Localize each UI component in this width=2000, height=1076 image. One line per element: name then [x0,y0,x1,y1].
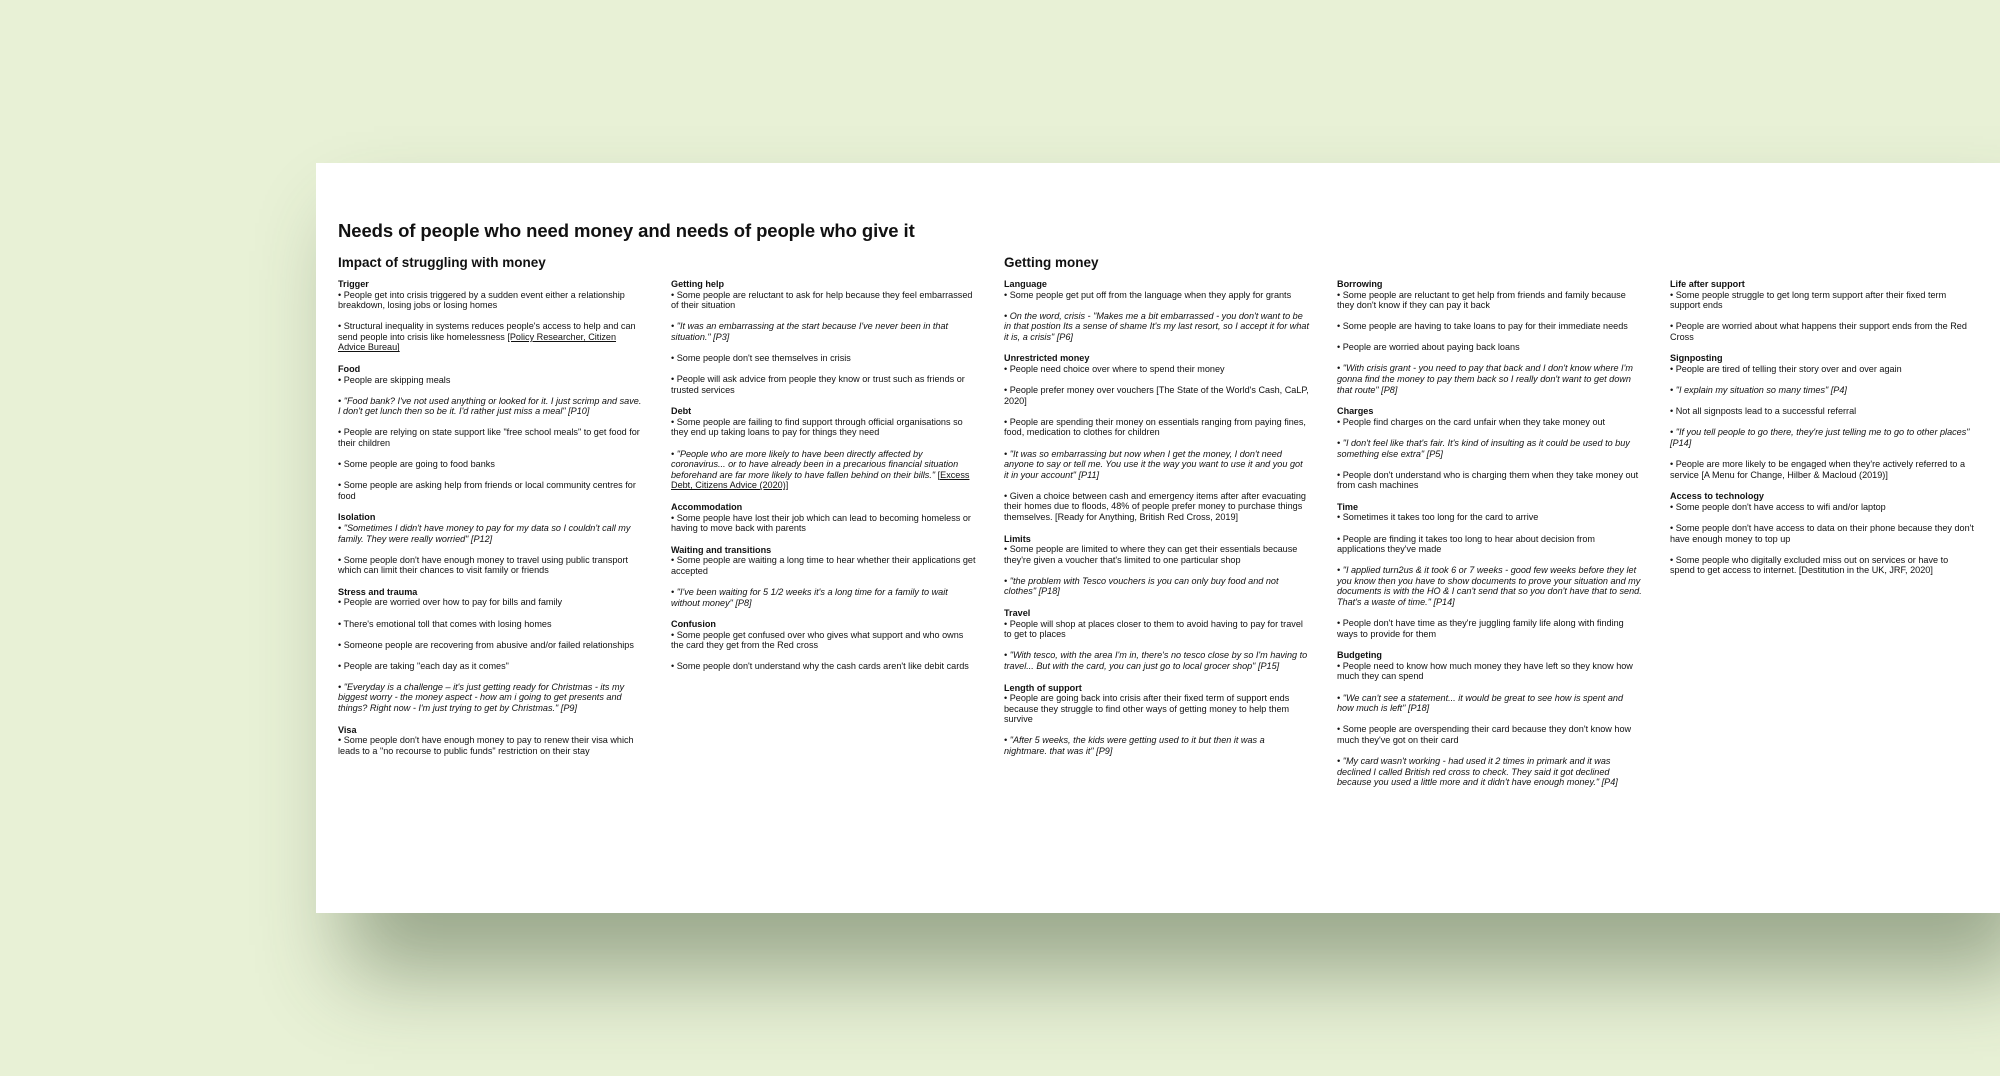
bullet-text: • People get into crisis triggered by a sudden event either a relationship breakdown, losing jobs or losing homes [338,289,625,311]
topic-group [1004,534,1309,597]
bullet-item [671,321,976,342]
bullet-text: • People are worried over how to pay for bills and family [338,597,563,608]
bullet-text: • Not all signposts lead to a successful referral [1670,406,1857,417]
bullet-item [338,640,643,651]
bullet-item [1670,321,1975,342]
topic-heading: Visa [338,724,357,735]
bullet-item [1004,491,1309,523]
topic-heading: Limits [1004,533,1031,544]
topic-heading: Life after support [1670,279,1745,289]
bullet-item [671,661,976,672]
bullet-item [1337,512,1642,523]
topic-group [671,619,976,672]
bullet-item [671,417,976,438]
bullet-text: • Some people have lost their job which can lead to becoming homeless or having to move back with parents [671,512,971,534]
bullet-text: • Some people don't have enough money to pay to renew their visa which leads to a "no recourse to public funds" restriction on their stay [338,735,634,756]
bullet-text: • People are skipping meals [338,374,451,385]
bullet-text: • Some people are waiting a long time to hear whether their applications get accepted [671,555,976,576]
topic-heading: Access to technology [1670,491,1764,502]
bullet-text: • "It was an embarrassing at the start because I've never been in that situation." [P3] [671,321,949,342]
bullet-item [1670,427,1975,448]
topic-group [671,279,976,395]
bullet-item [1337,724,1642,745]
bullet-item [338,480,643,501]
bullet-item [338,396,643,417]
bullet-item [1670,459,1975,480]
bullet-item [338,427,643,448]
column-5 [1670,279,1975,587]
bullet-text: • "Everyday is a challenge – it's just getting ready for Christmas - its my biggest worry - the money aspect - how am i going to get presents and things? Right now - I'm just trying to get by Christmas." [P9] [338,681,625,714]
bullet-item [671,290,976,311]
bullet-text: • People are going back into crisis after their fixed term of support ends because they struggle to find other ways of getting money to help them survive [1004,693,1290,725]
bullet-text: • Someone people are recovering from abusive and/or failed relationships [338,639,634,650]
bullet-text: • "If you tell people to go there, they're just telling me to go to other places" [P14] [1670,427,1970,448]
bullet-text: • Given a choice between cash and emergency items after after evacuating their homes due to floods, 48% of people prefer money to purchase things themselves. [Ready for Anything, British Red Cross, 2019] [1004,490,1306,522]
bullet-text: • People find charges on the card unfair when they take money out [1337,416,1606,427]
bullet-item [338,682,643,714]
bullet-text: • Some people get put off from the language when they apply for grants [1004,289,1292,300]
topic-heading: Getting help [671,279,725,289]
topic-group [671,502,976,534]
bullet-text: • Some people don't understand why the cash cards aren't like debit cards [671,661,969,672]
bullet-item [1337,565,1642,607]
bullet-text: • Some people are limited to where they can get their essentials because they're given a voucher that's limited to one particular shop [1004,544,1298,565]
bullet-item [338,290,643,311]
topic-group [1004,353,1309,522]
bullet-item [1004,364,1309,375]
topic-group [1337,406,1642,491]
bullet-text: • Some people don't have enough money to travel using public transport which can limit their chances to visit family or friends [338,554,629,576]
topic-heading: Unrestricted money [1004,353,1090,364]
bullet-item [338,619,643,630]
topic-group [338,725,643,757]
bullet-item [1337,618,1642,639]
bullet-item [1337,321,1642,332]
topic-group [338,364,643,501]
bullet-text: • "I've been waiting for 5 1/2 weeks it's a long time for a family to wait without money" [P8] [671,586,948,608]
bullet-item [1670,555,1975,576]
topic-group [671,545,976,608]
bullet-text: • Some people get confused over who gives what support and who owns the card they get from the Red cross [671,629,964,651]
bullet-text: • Some people don't have access to wifi and/or laptop [1670,501,1886,512]
section-title-impact: Impact of struggling with money [338,255,546,270]
bullet-item [1337,534,1642,555]
bullet-text: • People are tired of telling their story over and over again [1670,364,1902,375]
bullet-item [1004,619,1309,640]
bullet-text: • Some people are asking help from friends or local community centres for food [338,480,636,501]
bullet-text: • Some people are reluctant to get help from friends and family because they don't know if they can pay it back [1337,289,1626,311]
source-reference-link[interactable]: [Policy Researcher, Citizen Advice Bureau] [338,331,617,353]
bullet-text: • People need choice over where to spend their money [1004,364,1225,375]
bullet-text: • Some people struggle to get long term support after their fixed term support ends [1670,289,1947,311]
topic-heading: Debt [671,406,692,417]
bullet-item [1004,650,1309,671]
bullet-text: • People prefer money over vouchers [The State of the World's Cash, CaLP, 2020] [1004,385,1309,406]
section-title-getting-money: Getting money [1004,255,1099,270]
bullet-item [1337,342,1642,353]
topic-group [1004,608,1309,671]
topic-heading: Borrowing [1337,279,1383,289]
topic-heading: Trigger [338,279,369,289]
topic-heading: Accommodation [671,501,743,512]
bullet-text: • "Food bank? I've not used anything or looked for it. I just scrimp and save. I don't get lunch then so be it. I'd rather just miss a meal" [P10] [338,395,642,417]
bullet-text: • "We can't see a statement... it would be great to see how is spent and how much is left" [P18] [1337,692,1624,714]
bullet-text: • "Sometimes I didn't have money to pay for my data so I couldn't call my family. They were really worried" [P12] [338,523,631,544]
bullet-item [1004,576,1309,597]
bullet-text: • Some people are going to food banks [338,459,495,470]
bullet-text: • Some people who digitally excluded miss out on services or have to spend to get access to internet. [Destitution in the UK, JRF, 2020] [1670,554,1949,576]
topic-heading: Language [1004,279,1047,289]
bullet-item [671,630,976,651]
bullet-text: • People need to know how much money they have left so they know how much they can spend [1337,660,1633,682]
bullet-item [338,661,643,672]
bullet-item [1337,363,1642,395]
bullet-text: • "It was so embarrassing but now when I get the money, I don't need anyone to say or tell me. You use it the way you want to use it and you got it in your account" [P11] [1004,448,1303,480]
bullet-item [1337,417,1642,428]
column-4 [1337,279,1642,799]
bullet-text: • Structural inequality in systems reduces people's access to help and can send people into crisis like homelessness [338,321,636,342]
bullet-item [671,555,976,576]
bullet-text: • "With tesco, with the area I'm in, there's no tesco close by so I'm having to travel... But with the card, you can just go to local grocer shop" [P15] [1004,650,1308,671]
column-3 [1004,279,1309,768]
bullet-text: • People don't have time as they're juggling family life along with finding ways to provide for them [1337,618,1624,639]
topic-heading: Budgeting [1337,650,1382,661]
bullet-item [1337,756,1642,788]
bullet-item [671,513,976,534]
document-sheet [316,163,2000,913]
bullet-text: • Some people don't see themselves in crisis [671,352,851,363]
column-1 [338,279,643,767]
bullet-text: • "the problem with Tesco vouchers is you can only buy food and not clothes" [P18] [1004,575,1279,597]
topic-group [1670,491,1975,576]
topic-group [338,587,643,714]
bullet-item [1004,449,1309,481]
bullet-text: • "People who are more likely to have been directly affected by coronavirus... or to have already been in a precarious financial situation beforehand are far more likely to have fallen behind on their bills." [671,448,959,480]
bullet-text: • "I don't feel like that's fair. It's kind of insulting as it could be used to buy something else extra" [P5] [1337,437,1630,459]
bullet-text: • People are spending their money on essentials ranging from paying fines, food, medication to clothes for children [1004,416,1306,438]
topic-heading: Waiting and transitions [671,544,772,555]
bullet-item [338,375,643,386]
bullet-text: • People will ask advice from people they know or trust such as friends or trusted services [671,374,965,395]
bullet-item [1337,470,1642,491]
bullet-text: • Some people are failing to find support through official organisations so they end up taking loans to pay for things they need [671,416,963,438]
topic-group [1337,650,1642,787]
topic-group [1670,353,1975,480]
bullet-text: • "With crisis grant - you need to pay that back and I don't know where I'm gonna find the money to pay them back so I really don't want to get down that route" [P8] [1337,363,1633,395]
bullet-item [1670,502,1975,513]
topic-group [1004,683,1309,757]
bullet-item [671,587,976,608]
bullet-text: • Some people don't have access to data on their phone because they don't have enough money to top up [1670,522,1974,544]
column-2 [671,279,976,683]
bullet-item [1004,417,1309,438]
topic-group [1004,279,1309,342]
bullet-text: • Some people are having to take loans to pay for their immediate needs [1337,321,1628,332]
bullet-text: • People don't understand who is charging them when they take money out from cash machines [1337,469,1639,491]
bullet-item [338,555,643,576]
document-title: Needs of people who need money and needs of people who give it [338,220,915,241]
bullet-text: • On the word, crisis - "Makes me a bit embarrassed - you don't want to be in that postion Its a sense of shame It's my last resort, so I accept it for what it is, a crisis" [P6] [1004,310,1309,342]
bullet-text: • "I explain my situation so many times" [P4] [1670,385,1847,396]
bullet-item [1337,290,1642,311]
bullet-item [1004,693,1309,725]
bullet-item [671,449,976,491]
bullet-text: • Some people are overspending their card because they don't know how much they've got on their card [1337,724,1632,745]
topic-heading: Length of support [1004,682,1082,693]
bullet-text: • Some people are reluctant to ask for help because they feel embarrassed of their situation [671,289,973,311]
bullet-item [1337,438,1642,459]
bullet-text: • There's emotional toll that comes with losing homes [338,618,552,629]
bullet-item [338,459,643,470]
topic-group [1670,279,1975,342]
bullet-item [338,321,643,353]
bullet-text: • People are finding it takes too long to hear about decision from applications they've made [1337,533,1595,555]
bullet-item [338,597,643,608]
bullet-item [1337,661,1642,682]
bullet-text: • People are worried about paying back loans [1337,342,1520,353]
topic-heading: Time [1337,501,1359,512]
topic-group [338,279,643,353]
bullet-item [1337,693,1642,714]
topic-group [671,406,976,491]
bullet-text: • "After 5 weeks, the kids were getting used to it but then it was a nightmare. that was it" [P9] [1004,735,1265,756]
bullet-item [1670,290,1975,311]
bullet-item [338,523,643,544]
topic-heading: Signposting [1670,353,1723,364]
topic-group [1337,502,1642,639]
topic-group [338,512,643,575]
topic-heading: Isolation [338,512,376,523]
topic-heading: Food [338,364,361,375]
bullet-item [1004,290,1309,301]
bullet-text: • People are more likely to be engaged when they're actively referred to a service [A Menu for Change, Hilber & Macloud (2019)] [1670,459,1966,480]
bullet-item [671,374,976,395]
bullet-item [671,353,976,364]
bullet-item [1004,385,1309,406]
bullet-text: • People are taking "each day as it comes" [338,660,509,671]
bullet-text: • "My card wasn't working - had used it 2 times in primark and it was declined I called British red cross to check. They said it got declined because you used a little more and it didn't have enough money." [P4] [1337,755,1618,788]
topic-heading: Stress and trauma [338,586,418,597]
bullet-item [1670,385,1975,396]
bullet-item [338,735,643,756]
bullet-item [1004,735,1309,756]
bullet-text: • People are relying on state support like "free school meals" to get food for their children [338,427,640,449]
topic-heading: Charges [1337,406,1374,417]
bullet-item [1004,544,1309,565]
source-reference-link[interactable]: [Excess Debt, Citizens Advice (2020)] [671,469,970,491]
topic-group [1337,279,1642,395]
bullet-text: • Sometimes it takes too long for the card to arrive [1337,512,1539,523]
topic-heading: Confusion [671,619,716,630]
bullet-item [1004,311,1309,343]
bullet-item [1670,406,1975,417]
topic-heading: Travel [1004,608,1031,619]
bullet-item [1670,523,1975,544]
bullet-text: • "I applied turn2us & it took 6 or 7 weeks - good few weeks before they let you know then you have to show documents to prove your situation and my documents is with the HO & I can't send that so you don't have that to send. That's a waste of time." [P14] [1337,565,1642,607]
bullet-text: • People are worried about what happens their support ends from the Red Cross [1670,321,1967,342]
bullet-text: • People will shop at places closer to them to avoid having to pay for travel to get to places [1004,618,1303,640]
bullet-item [1670,364,1975,375]
